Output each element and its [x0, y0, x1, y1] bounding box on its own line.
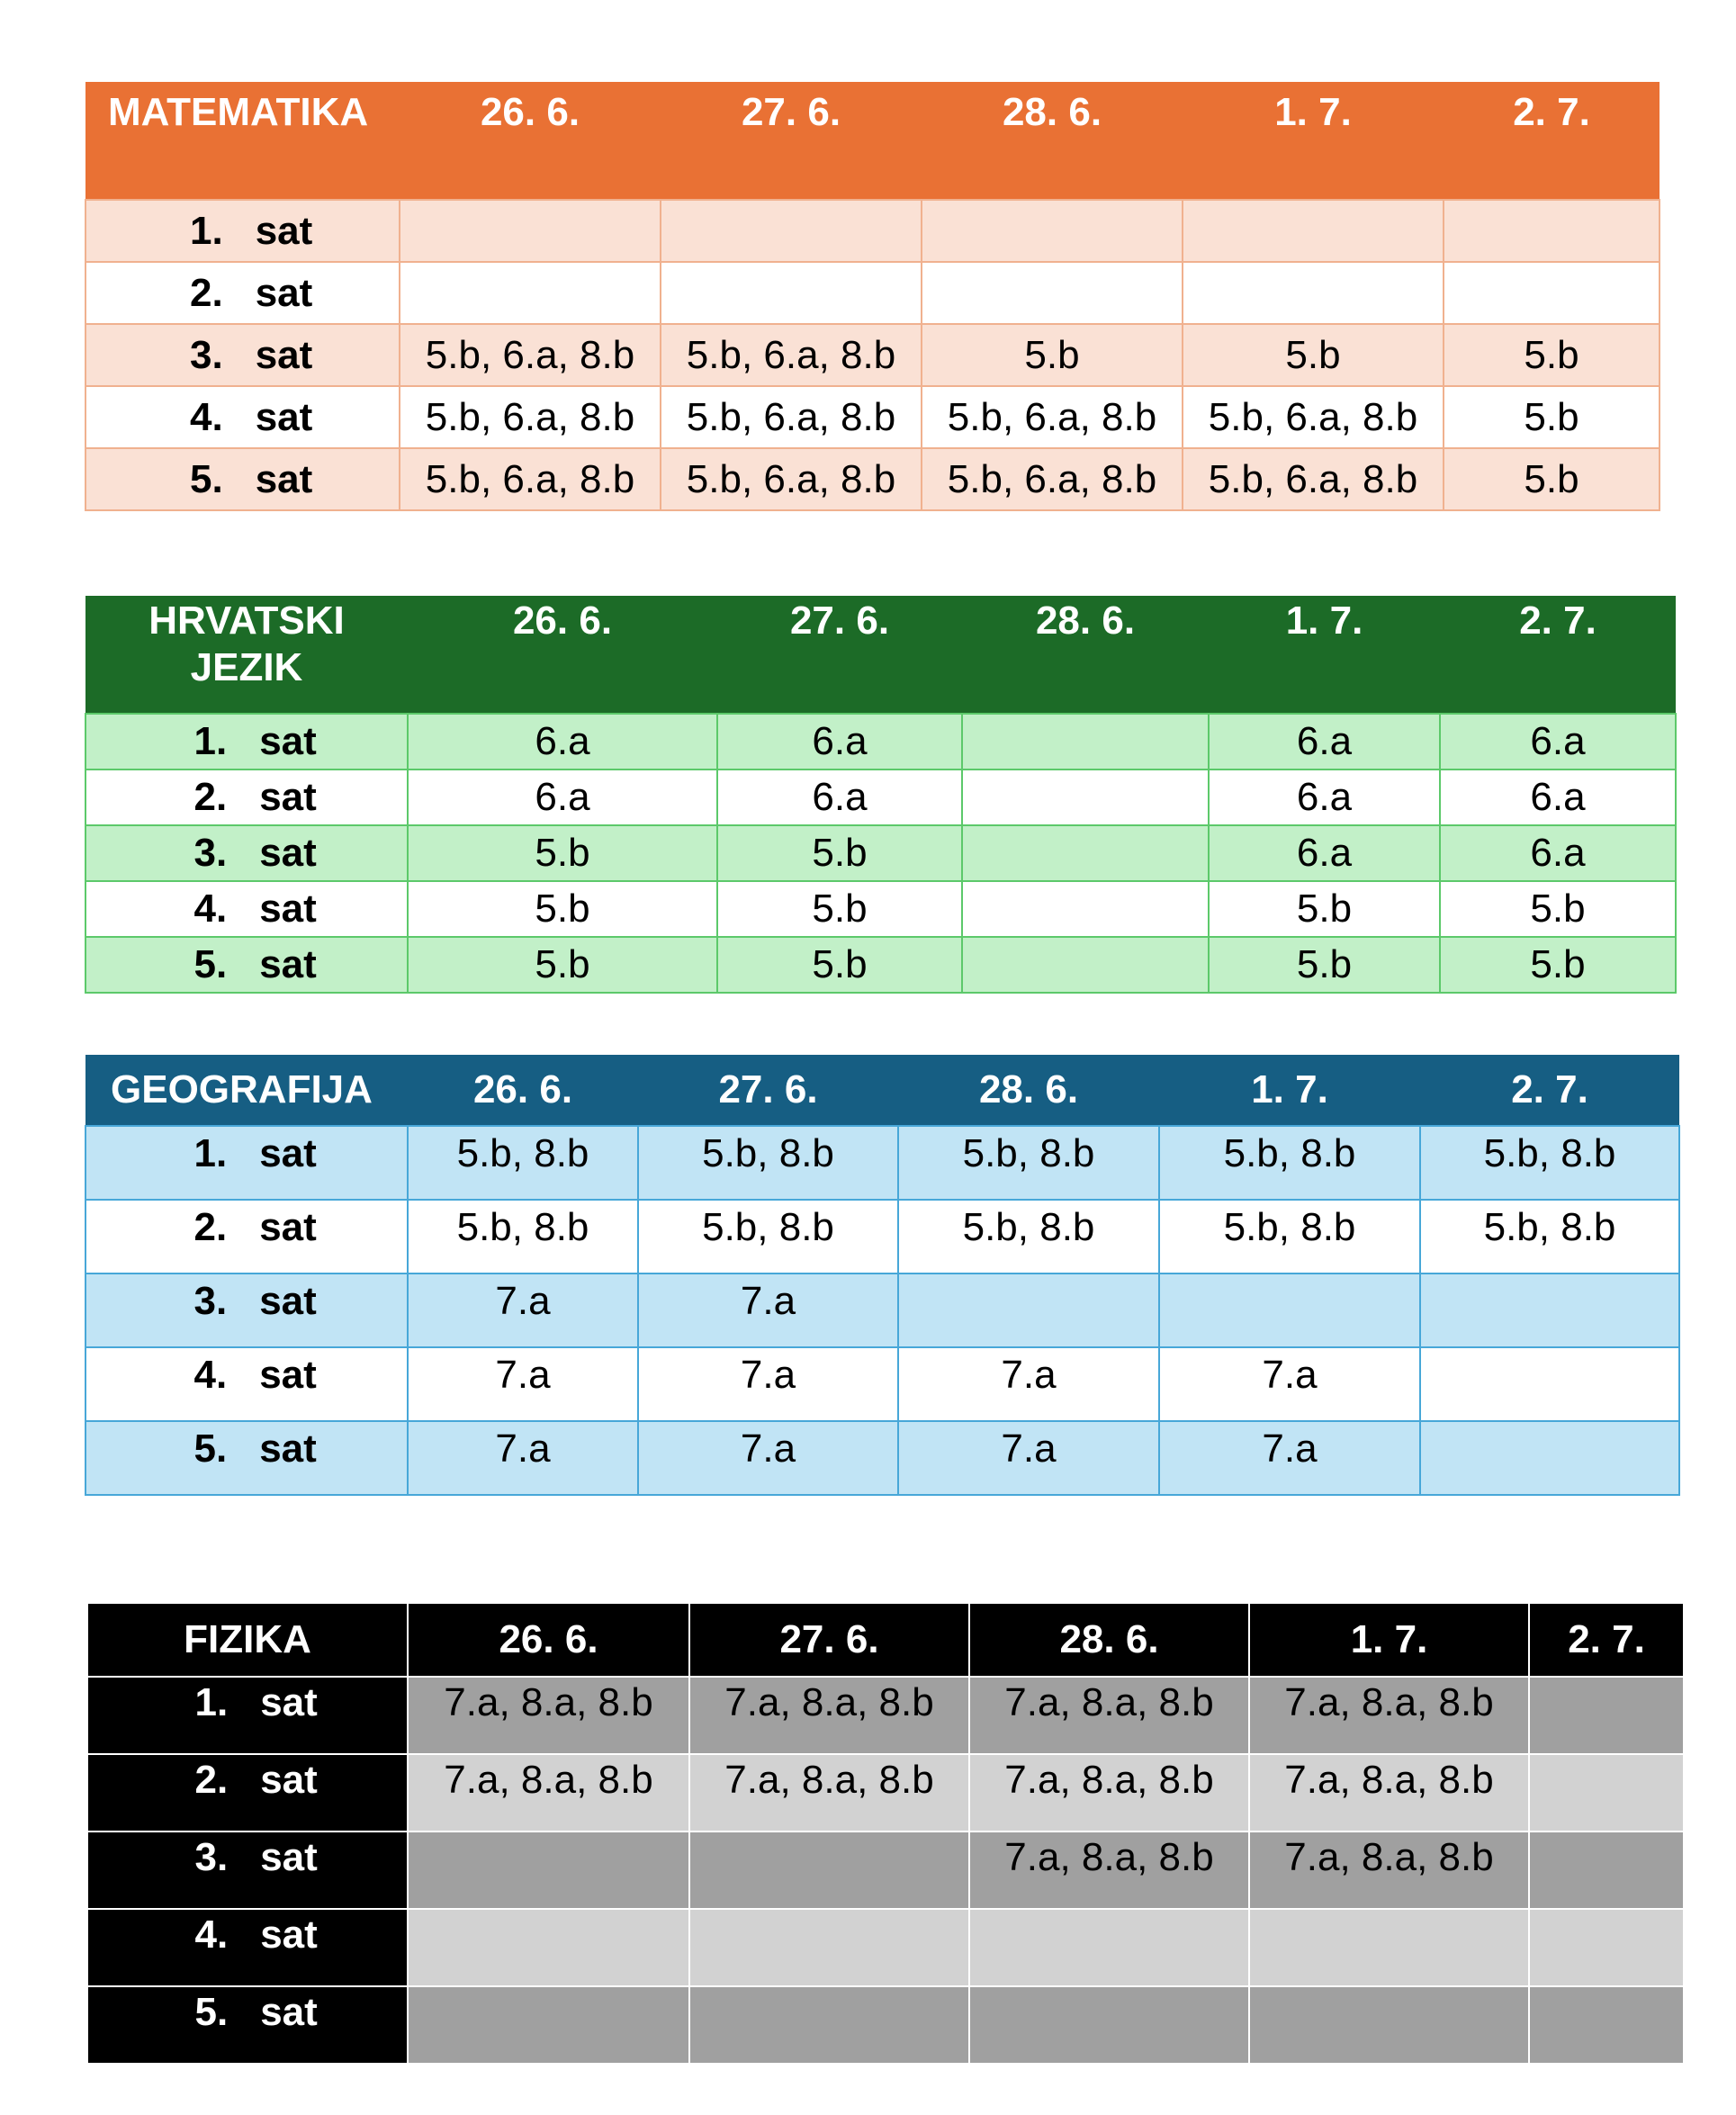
period-word: sat — [259, 886, 317, 931]
schedule-cell — [1183, 200, 1444, 262]
table-row — [85, 937, 1676, 993]
schedule-cell: 5.b — [1209, 937, 1440, 993]
schedule-cell: 6.a — [1209, 770, 1440, 825]
schedule-cell: 7.a, 8.a, 8.b — [969, 1832, 1249, 1909]
schedule-cell — [1529, 1832, 1684, 1909]
period-label — [87, 1677, 408, 1754]
schedule-cell: 5.b, 8.b — [1420, 1200, 1679, 1274]
schedule-cell — [962, 825, 1209, 881]
period-number: 2. — [190, 270, 223, 315]
schedule-cell: 5.b — [1444, 448, 1660, 510]
period-word: sat — [255, 208, 313, 253]
period-label — [87, 1909, 408, 1986]
period-word: sat — [260, 1758, 318, 1802]
table-row — [85, 386, 1660, 448]
period-number: 4. — [193, 886, 228, 931]
period-number: 3. — [193, 1279, 228, 1323]
period-word: sat — [260, 1680, 318, 1724]
table-row — [85, 1274, 1679, 1347]
table-row — [85, 262, 1660, 324]
schedule-cell: 5.b, 8.b — [1420, 1126, 1679, 1200]
schedule-cell: 6.a — [1440, 770, 1676, 825]
schedule-cell: 5.b, 6.a, 8.b — [922, 448, 1183, 510]
schedule-cell: 7.a — [408, 1347, 638, 1421]
period-word: sat — [259, 1426, 317, 1471]
period-word: sat — [259, 1131, 317, 1175]
period-number: 3. — [190, 332, 223, 377]
schedule-cell: 5.b — [1444, 324, 1660, 386]
period-label — [85, 714, 408, 770]
schedule-cell: 5.b — [717, 937, 962, 993]
schedule-cell: 5.b — [408, 937, 717, 993]
period-word: sat — [260, 1912, 318, 1957]
schedule-cell: 6.a — [717, 770, 962, 825]
schedule-cell: 7.a, 8.a, 8.b — [689, 1677, 969, 1754]
schedule-cell — [922, 262, 1183, 324]
period-number: 5. — [190, 456, 223, 501]
schedule-cell: 5.b, 8.b — [638, 1126, 898, 1200]
schedule-cell: 7.a — [638, 1347, 898, 1421]
table-row — [85, 448, 1660, 510]
schedule-cell — [1529, 1754, 1684, 1832]
schedule-cell: 7.a — [1159, 1421, 1420, 1495]
date-header: 26. 6. — [408, 1055, 638, 1126]
date-header: 28. 6. — [969, 1604, 1249, 1677]
date-header: 1. 7. — [1183, 82, 1444, 200]
schedule-cell: 5.b, 6.a, 8.b — [661, 448, 922, 510]
schedule-cell: 5.b — [1444, 386, 1660, 448]
date-header: 26. 6. — [408, 1604, 689, 1677]
period-word: sat — [259, 831, 317, 875]
schedule-cell: 6.a — [1209, 825, 1440, 881]
subject-title-line1: HRVATSKI — [148, 598, 345, 643]
schedule-cell: 6.a — [1209, 714, 1440, 770]
period-number: 2. — [194, 1758, 229, 1802]
period-label — [85, 1126, 408, 1200]
schedule-cell — [689, 1832, 969, 1909]
date-header: 28. 6. — [962, 596, 1209, 714]
period-label — [85, 825, 408, 881]
table-row — [85, 200, 1660, 262]
schedule-cell — [969, 1909, 1249, 1986]
subject-title-line2: JEZIK — [190, 645, 303, 689]
period-label — [85, 770, 408, 825]
schedule-cell: 5.b, 8.b — [638, 1200, 898, 1274]
schedule-cell: 7.a — [408, 1421, 638, 1495]
period-label — [85, 1274, 408, 1347]
table-row — [85, 1126, 1679, 1200]
subject-title: FIZIKA — [87, 1604, 408, 1677]
table-row — [85, 1200, 1679, 1274]
schedule-cell — [1249, 1986, 1529, 2064]
table-row — [85, 324, 1660, 386]
hrvatski-jezik-schedule-table — [85, 596, 1677, 994]
date-header: 1. 7. — [1209, 596, 1440, 714]
schedule-cell: 7.a, 8.a, 8.b — [969, 1754, 1249, 1832]
schedule-cell — [400, 262, 661, 324]
schedule-cell: 5.b, 6.a, 8.b — [400, 386, 661, 448]
schedule-cell — [689, 1986, 969, 2064]
period-label — [85, 1421, 408, 1495]
subject-title: MATEMATIKA — [85, 82, 400, 200]
schedule-cell — [661, 200, 922, 262]
date-header: 2. 7. — [1444, 82, 1660, 200]
period-number: 1. — [190, 208, 223, 253]
period-word: sat — [255, 270, 313, 315]
period-number: 3. — [194, 1835, 229, 1879]
period-number: 5. — [193, 1426, 228, 1471]
schedule-cell: 7.a — [638, 1274, 898, 1347]
schedule-cell: 7.a, 8.a, 8.b — [689, 1754, 969, 1832]
schedule-cell: 5.b — [1209, 881, 1440, 937]
period-number: 5. — [193, 942, 228, 986]
schedule-cell: 5.b — [1440, 937, 1676, 993]
schedule-cell — [408, 1986, 689, 2064]
date-header: 2. 7. — [1420, 1055, 1679, 1126]
schedule-cell: 7.a, 8.a, 8.b — [1249, 1754, 1529, 1832]
date-header: 26. 6. — [408, 596, 717, 714]
schedule-cell: 5.b, 6.a, 8.b — [1183, 448, 1444, 510]
period-number: 2. — [193, 775, 228, 819]
date-header: 28. 6. — [898, 1055, 1159, 1126]
period-number: 2. — [193, 1205, 228, 1249]
period-number: 1. — [193, 1131, 228, 1175]
schedule-cell — [400, 200, 661, 262]
schedule-cell: 7.a, 8.a, 8.b — [1249, 1677, 1529, 1754]
schedule-cell: 5.b, 8.b — [898, 1126, 1159, 1200]
schedule-cell: 7.a, 8.a, 8.b — [408, 1754, 689, 1832]
period-word: sat — [259, 1279, 317, 1323]
period-number: 1. — [193, 719, 228, 763]
schedule-cell: 7.a — [638, 1421, 898, 1495]
geografija-schedule-table — [85, 1055, 1680, 1496]
table-row — [87, 1677, 1684, 1754]
schedule-cell: 6.a — [408, 770, 717, 825]
schedule-cell — [408, 1909, 689, 1986]
period-word: sat — [255, 456, 313, 501]
schedule-cell — [689, 1909, 969, 1986]
period-label — [85, 324, 400, 386]
schedule-cell: 6.a — [717, 714, 962, 770]
schedule-cell — [1159, 1274, 1420, 1347]
schedule-cell: 5.b, 6.a, 8.b — [400, 324, 661, 386]
period-label — [85, 262, 400, 324]
schedule-cell — [1444, 200, 1660, 262]
schedule-cell — [962, 881, 1209, 937]
period-label — [85, 1347, 408, 1421]
fizika-schedule-table — [86, 1604, 1685, 2065]
schedule-cell — [661, 262, 922, 324]
period-label — [85, 1200, 408, 1274]
table-row — [85, 770, 1676, 825]
schedule-cell — [898, 1274, 1159, 1347]
schedule-cell: 5.b — [1183, 324, 1444, 386]
schedule-cell: 5.b, 6.a, 8.b — [922, 386, 1183, 448]
period-label — [85, 200, 400, 262]
date-header: 26. 6. — [400, 82, 661, 200]
schedule-cell: 6.a — [1440, 825, 1676, 881]
period-label — [85, 937, 408, 993]
period-number: 4. — [193, 1353, 228, 1397]
schedule-cell: 5.b, 8.b — [1159, 1126, 1420, 1200]
schedule-cell: 5.b, 8.b — [1159, 1200, 1420, 1274]
schedule-cell — [969, 1986, 1249, 2064]
table-row — [85, 825, 1676, 881]
date-header: 27. 6. — [689, 1604, 969, 1677]
schedule-cell: 5.b — [408, 881, 717, 937]
schedule-cell: 7.a, 8.a, 8.b — [408, 1677, 689, 1754]
schedule-cell: 7.a, 8.a, 8.b — [1249, 1832, 1529, 1909]
schedule-cell — [1444, 262, 1660, 324]
schedule-cell — [1529, 1677, 1684, 1754]
date-header: 27. 6. — [717, 596, 962, 714]
schedule-cell — [1529, 1909, 1684, 1986]
schedule-cell: 5.b — [717, 825, 962, 881]
schedule-cell: 7.a — [898, 1421, 1159, 1495]
schedule-cell: 5.b, 6.a, 8.b — [1183, 386, 1444, 448]
period-word: sat — [259, 1353, 317, 1397]
schedule-cell: 5.b, 6.a, 8.b — [400, 448, 661, 510]
period-word: sat — [259, 942, 317, 986]
table-row — [87, 1909, 1684, 1986]
table-row — [87, 1754, 1684, 1832]
table-row — [85, 881, 1676, 937]
period-word: sat — [259, 719, 317, 763]
schedule-cell — [962, 770, 1209, 825]
matematika-schedule-table — [85, 82, 1660, 511]
period-number: 5. — [194, 1990, 229, 2034]
schedule-cell: 5.b — [1440, 881, 1676, 937]
date-header: 27. 6. — [638, 1055, 898, 1126]
date-header: 1. 7. — [1249, 1604, 1529, 1677]
schedule-cell: 7.a — [408, 1274, 638, 1347]
schedule-cell: 6.a — [1440, 714, 1676, 770]
period-label — [87, 1754, 408, 1832]
schedule-cell: 5.b, 6.a, 8.b — [661, 324, 922, 386]
schedule-cell — [1529, 1986, 1684, 2064]
schedule-cell — [1183, 262, 1444, 324]
period-label — [85, 881, 408, 937]
period-number: 4. — [190, 394, 223, 439]
date-header: 27. 6. — [661, 82, 922, 200]
schedule-cell: 7.a — [1159, 1347, 1420, 1421]
schedule-cell — [1420, 1347, 1679, 1421]
table-row — [87, 1832, 1684, 1909]
header-row — [85, 82, 1660, 200]
schedule-cell — [1420, 1274, 1679, 1347]
period-word: sat — [259, 1205, 317, 1249]
schedule-cell: 5.b, 8.b — [408, 1200, 638, 1274]
period-label — [87, 1832, 408, 1909]
schedule-cell — [1249, 1909, 1529, 1986]
schedule-cell: 7.a — [898, 1347, 1159, 1421]
date-header: 28. 6. — [922, 82, 1183, 200]
schedule-cell: 5.b, 6.a, 8.b — [661, 386, 922, 448]
subject-title — [85, 596, 408, 714]
period-word: sat — [260, 1835, 318, 1879]
schedule-cell: 5.b, 8.b — [898, 1200, 1159, 1274]
table-row — [85, 714, 1676, 770]
schedule-cell: 5.b, 8.b — [408, 1126, 638, 1200]
subject-title: GEOGRAFIJA — [85, 1055, 408, 1126]
period-word: sat — [259, 775, 317, 819]
date-header: 2. 7. — [1529, 1604, 1684, 1677]
schedule-cell: 5.b — [408, 825, 717, 881]
period-word: sat — [255, 394, 313, 439]
schedule-cell — [1420, 1421, 1679, 1495]
period-word: sat — [260, 1990, 318, 2034]
table-row — [87, 1986, 1684, 2064]
schedule-cell — [408, 1832, 689, 1909]
period-label — [85, 448, 400, 510]
header-row — [87, 1604, 1684, 1677]
date-header: 1. 7. — [1159, 1055, 1420, 1126]
header-row — [85, 596, 1676, 714]
schedule-cell: 7.a, 8.a, 8.b — [969, 1677, 1249, 1754]
period-label — [87, 1986, 408, 2064]
period-label — [85, 386, 400, 448]
schedule-cell: 6.a — [408, 714, 717, 770]
period-number: 3. — [193, 831, 228, 875]
table-row — [85, 1347, 1679, 1421]
period-word: sat — [255, 332, 313, 377]
schedule-cell: 5.b — [717, 881, 962, 937]
schedule-cell — [922, 200, 1183, 262]
period-number: 4. — [194, 1912, 229, 1957]
date-header: 2. 7. — [1440, 596, 1676, 714]
schedule-cell — [962, 937, 1209, 993]
period-number: 1. — [194, 1680, 229, 1724]
table-row — [85, 1421, 1679, 1495]
schedule-cell — [962, 714, 1209, 770]
header-row — [85, 1055, 1679, 1126]
schedule-cell: 5.b — [922, 324, 1183, 386]
